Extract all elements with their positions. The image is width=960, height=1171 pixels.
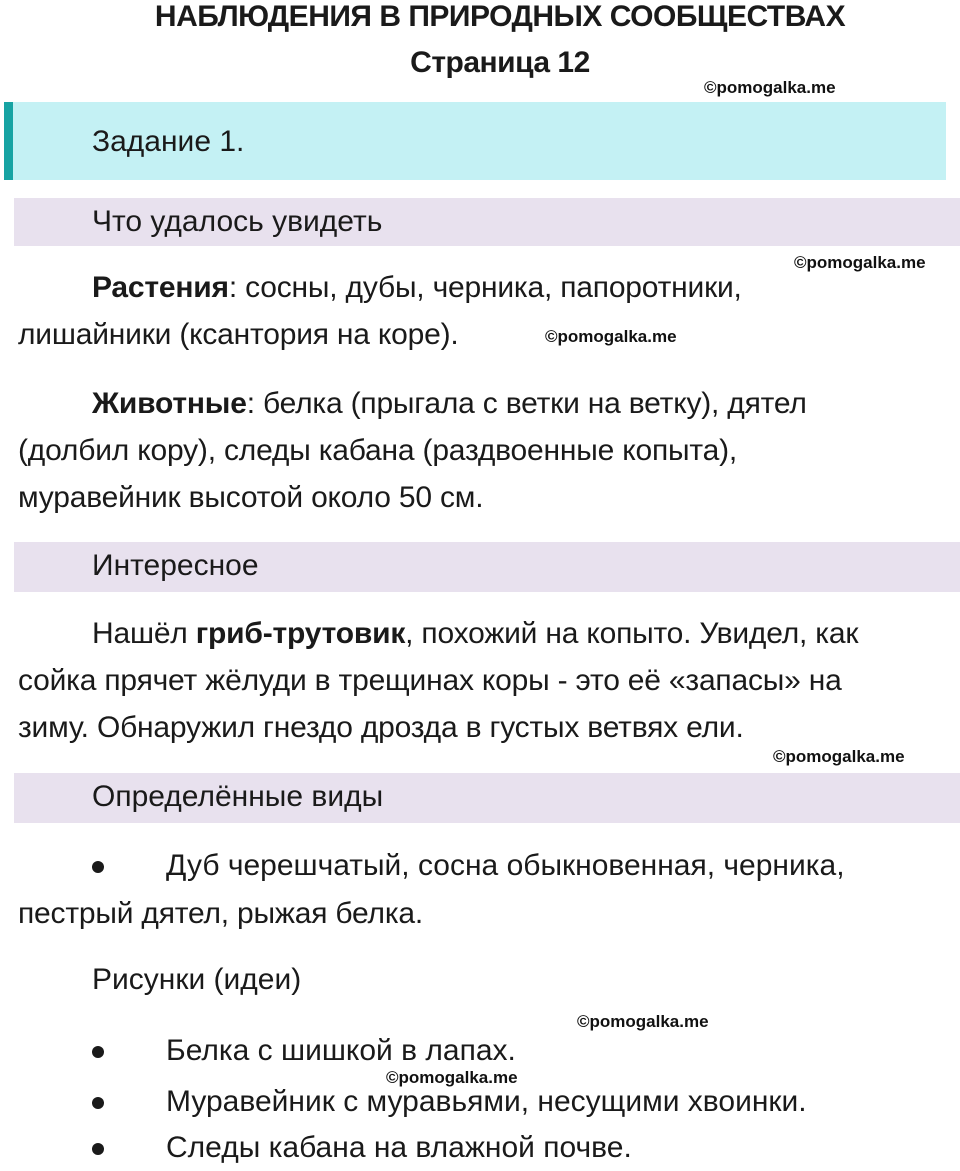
plants-term: Растения (92, 271, 229, 304)
drawings-list-item (18, 1078, 958, 1125)
interesting-line3: зиму. Обнаружил гнездо дрозда в густых ветвях ели. (18, 711, 744, 744)
interesting-post: , похожий на копыто. Увидел, как (405, 617, 859, 650)
section-interesting-label: Интересное (92, 549, 259, 582)
plants-text-line2: лишайники (ксантория на коре). (18, 318, 459, 351)
watermark: ©pomogalka.me (545, 327, 677, 346)
page-title: НАБЛЮДЕНИЯ В ПРИРОДНЫХ СООБЩЕСТВАХ (154, 0, 846, 33)
species-list-item (18, 842, 958, 889)
bullet-icon (92, 861, 104, 873)
drawings-item-2: Муравейник с муравьями, несущими хвоинки. (166, 1085, 807, 1118)
animals-text-line1: : белка (прыгала с ветки на ветку), дятел (246, 387, 807, 420)
page-header (0, 0, 960, 80)
watermark: ©pomogalka.me (704, 78, 836, 97)
species-line1: Дуб черешчатый, сосна обыкновенная, черника, (166, 849, 845, 882)
section-species-label: Определённые виды (92, 780, 384, 813)
drawings-item-1: Белка с шишкой в лапах. (166, 1034, 516, 1067)
section-interesting (14, 542, 960, 592)
section-species (14, 773, 960, 823)
bullet-icon (92, 1046, 104, 1058)
interesting-line2: сойка прячет жёлуди в трещинах коры - это её «запасы» на (18, 664, 842, 697)
section-seen (14, 198, 960, 246)
interesting-pre: Нашёл (92, 617, 196, 650)
bullet-icon (92, 1097, 104, 1109)
interesting-bold: гриб-трутовик (195, 617, 406, 650)
watermark: ©pomogalka.me (794, 253, 926, 272)
drawings-list-item (18, 1027, 958, 1074)
page-number: Страница 12 (410, 46, 590, 79)
watermark: ©pomogalka.me (577, 1012, 709, 1031)
task-heading (4, 102, 946, 180)
task-accent-bar (4, 102, 13, 180)
bullet-icon (92, 1143, 104, 1155)
drawings-list-item (18, 1124, 958, 1171)
watermark: ©pomogalka.me (773, 747, 905, 766)
species-line2: пестрый дятел, рыжая белка. (18, 897, 424, 930)
drawings-title: Рисунки (идеи) (92, 963, 302, 996)
interesting-paragraph (18, 610, 958, 751)
task-label: Задание 1. (92, 125, 245, 158)
section-seen-label: Что удалось увидеть (92, 205, 383, 238)
animals-paragraph (18, 380, 958, 521)
animals-text-line2: (долбил кору), следы кабана (раздвоенные копыта), (18, 434, 738, 467)
watermark: ©pomogalka.me (386, 1068, 518, 1087)
plants-text-line1: : сосны, дубы, черника, папоротники, (228, 271, 742, 304)
animals-text-line3: муравейник высотой около 50 см. (18, 481, 484, 514)
plants-paragraph (18, 264, 958, 358)
animals-term: Животные (92, 387, 247, 420)
drawings-item-3: Следы кабана на влажной почве. (166, 1131, 632, 1164)
